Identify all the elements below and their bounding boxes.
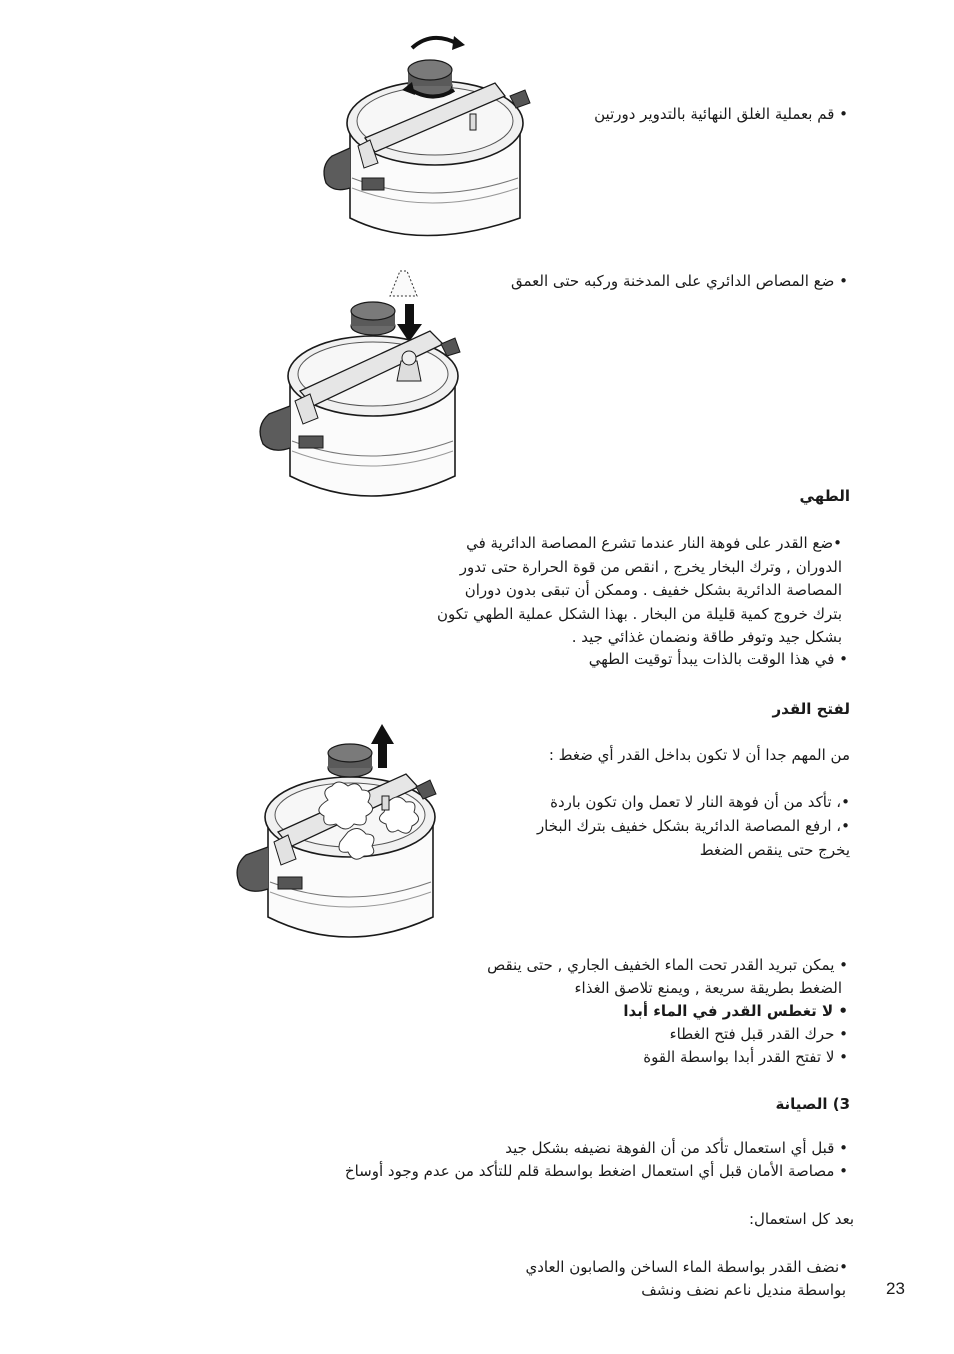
- maintenance-line-1: • قبل أي استعمال تأكد من أن الفوهة نضيفه بشكل جيد: [505, 1139, 848, 1157]
- step-place-valve: • ضع المصاص الدائري على المدخنة وركبه حتى العمق: [510, 272, 848, 290]
- step-close-lid: • قم بعملية الغلق النهائية بالتدوير دورتين: [594, 105, 848, 123]
- opening-heading: لفتح القدر: [772, 700, 850, 718]
- pressure-cooker-valve-illustration: [255, 266, 465, 516]
- maintenance-clean-1: •نضف القدر بواسطة الماء الساخن والصابون العادي: [525, 1258, 848, 1276]
- cooking-line: بترك خروج كمية قليلة من البخار . بهذا الشكل عملية الطهي تكون: [436, 604, 842, 623]
- maintenance-after-each: بعد كل استعمال:: [748, 1210, 854, 1228]
- cooling-line-2: الضغط بطريقة سريعة , ويمنع تلاصق الغذاء: [574, 979, 842, 997]
- opening-lift-valve-2: يخرج حتى ينقص الضغط: [699, 841, 850, 859]
- page-number: 23: [886, 1279, 905, 1298]
- cooling-warning: • لا تغطس القدر في الماء أبدا: [623, 1002, 848, 1020]
- cooking-line: المصاصة الدائرية بشكل خفيف . وممكن أن تبقى بدون دوران: [464, 581, 842, 599]
- cooking-line: •ضع القدر على فوهة النار عندما تشرع المصاصة الدائرية في: [466, 534, 842, 552]
- maintenance-clean-2: بواسطة منديل ناعم نضف ونشف: [641, 1281, 846, 1299]
- cooling-line-1: • يمكن تبريد القدر تحت الماء الخفيف الجاري , حتى ينقص: [487, 956, 848, 974]
- pressure-cooker-close-illustration: [320, 28, 530, 258]
- cooking-line: الدوران , وترك البخار يخرج , انقص من قوة الحرارة حتى تدور: [459, 557, 842, 576]
- cooking-paragraph: [437, 532, 842, 650]
- cooling-shake: • حرك القدر قبل فتح الغطاء: [669, 1025, 848, 1043]
- opening-intro: من المهم جدا أن لا تكون بداخل القدر أي ضغط :: [548, 746, 850, 764]
- cooking-line: بشكل جيد وتوفر طاقة ونضمان غذائي جيد .: [571, 628, 842, 646]
- opening-check-fire: •، تأكد من أن فوهة النار لا تعمل وان تكون باردة: [550, 793, 850, 811]
- pressure-cooker-steam-illustration: [228, 722, 453, 962]
- cooking-timing: • في هذا الوقت بالذات يبدأ توقيت الطهي: [588, 650, 848, 668]
- cooling-no-force: • لا تفتح القدر أبدا بواسطة القوة: [643, 1048, 848, 1066]
- maintenance-heading: 3) الصيانة: [775, 1095, 850, 1113]
- cooking-heading: الطهي: [799, 487, 850, 505]
- maintenance-line-2: • مصاصة الأمان قبل أي استعمال اضغط بواسطة قلم للتأكد من عدم وجود أوساخ: [344, 1162, 848, 1180]
- opening-lift-valve-1: •، ارفع المصاصة الدائرية بشكل خفيف بترك البخار: [536, 817, 850, 835]
